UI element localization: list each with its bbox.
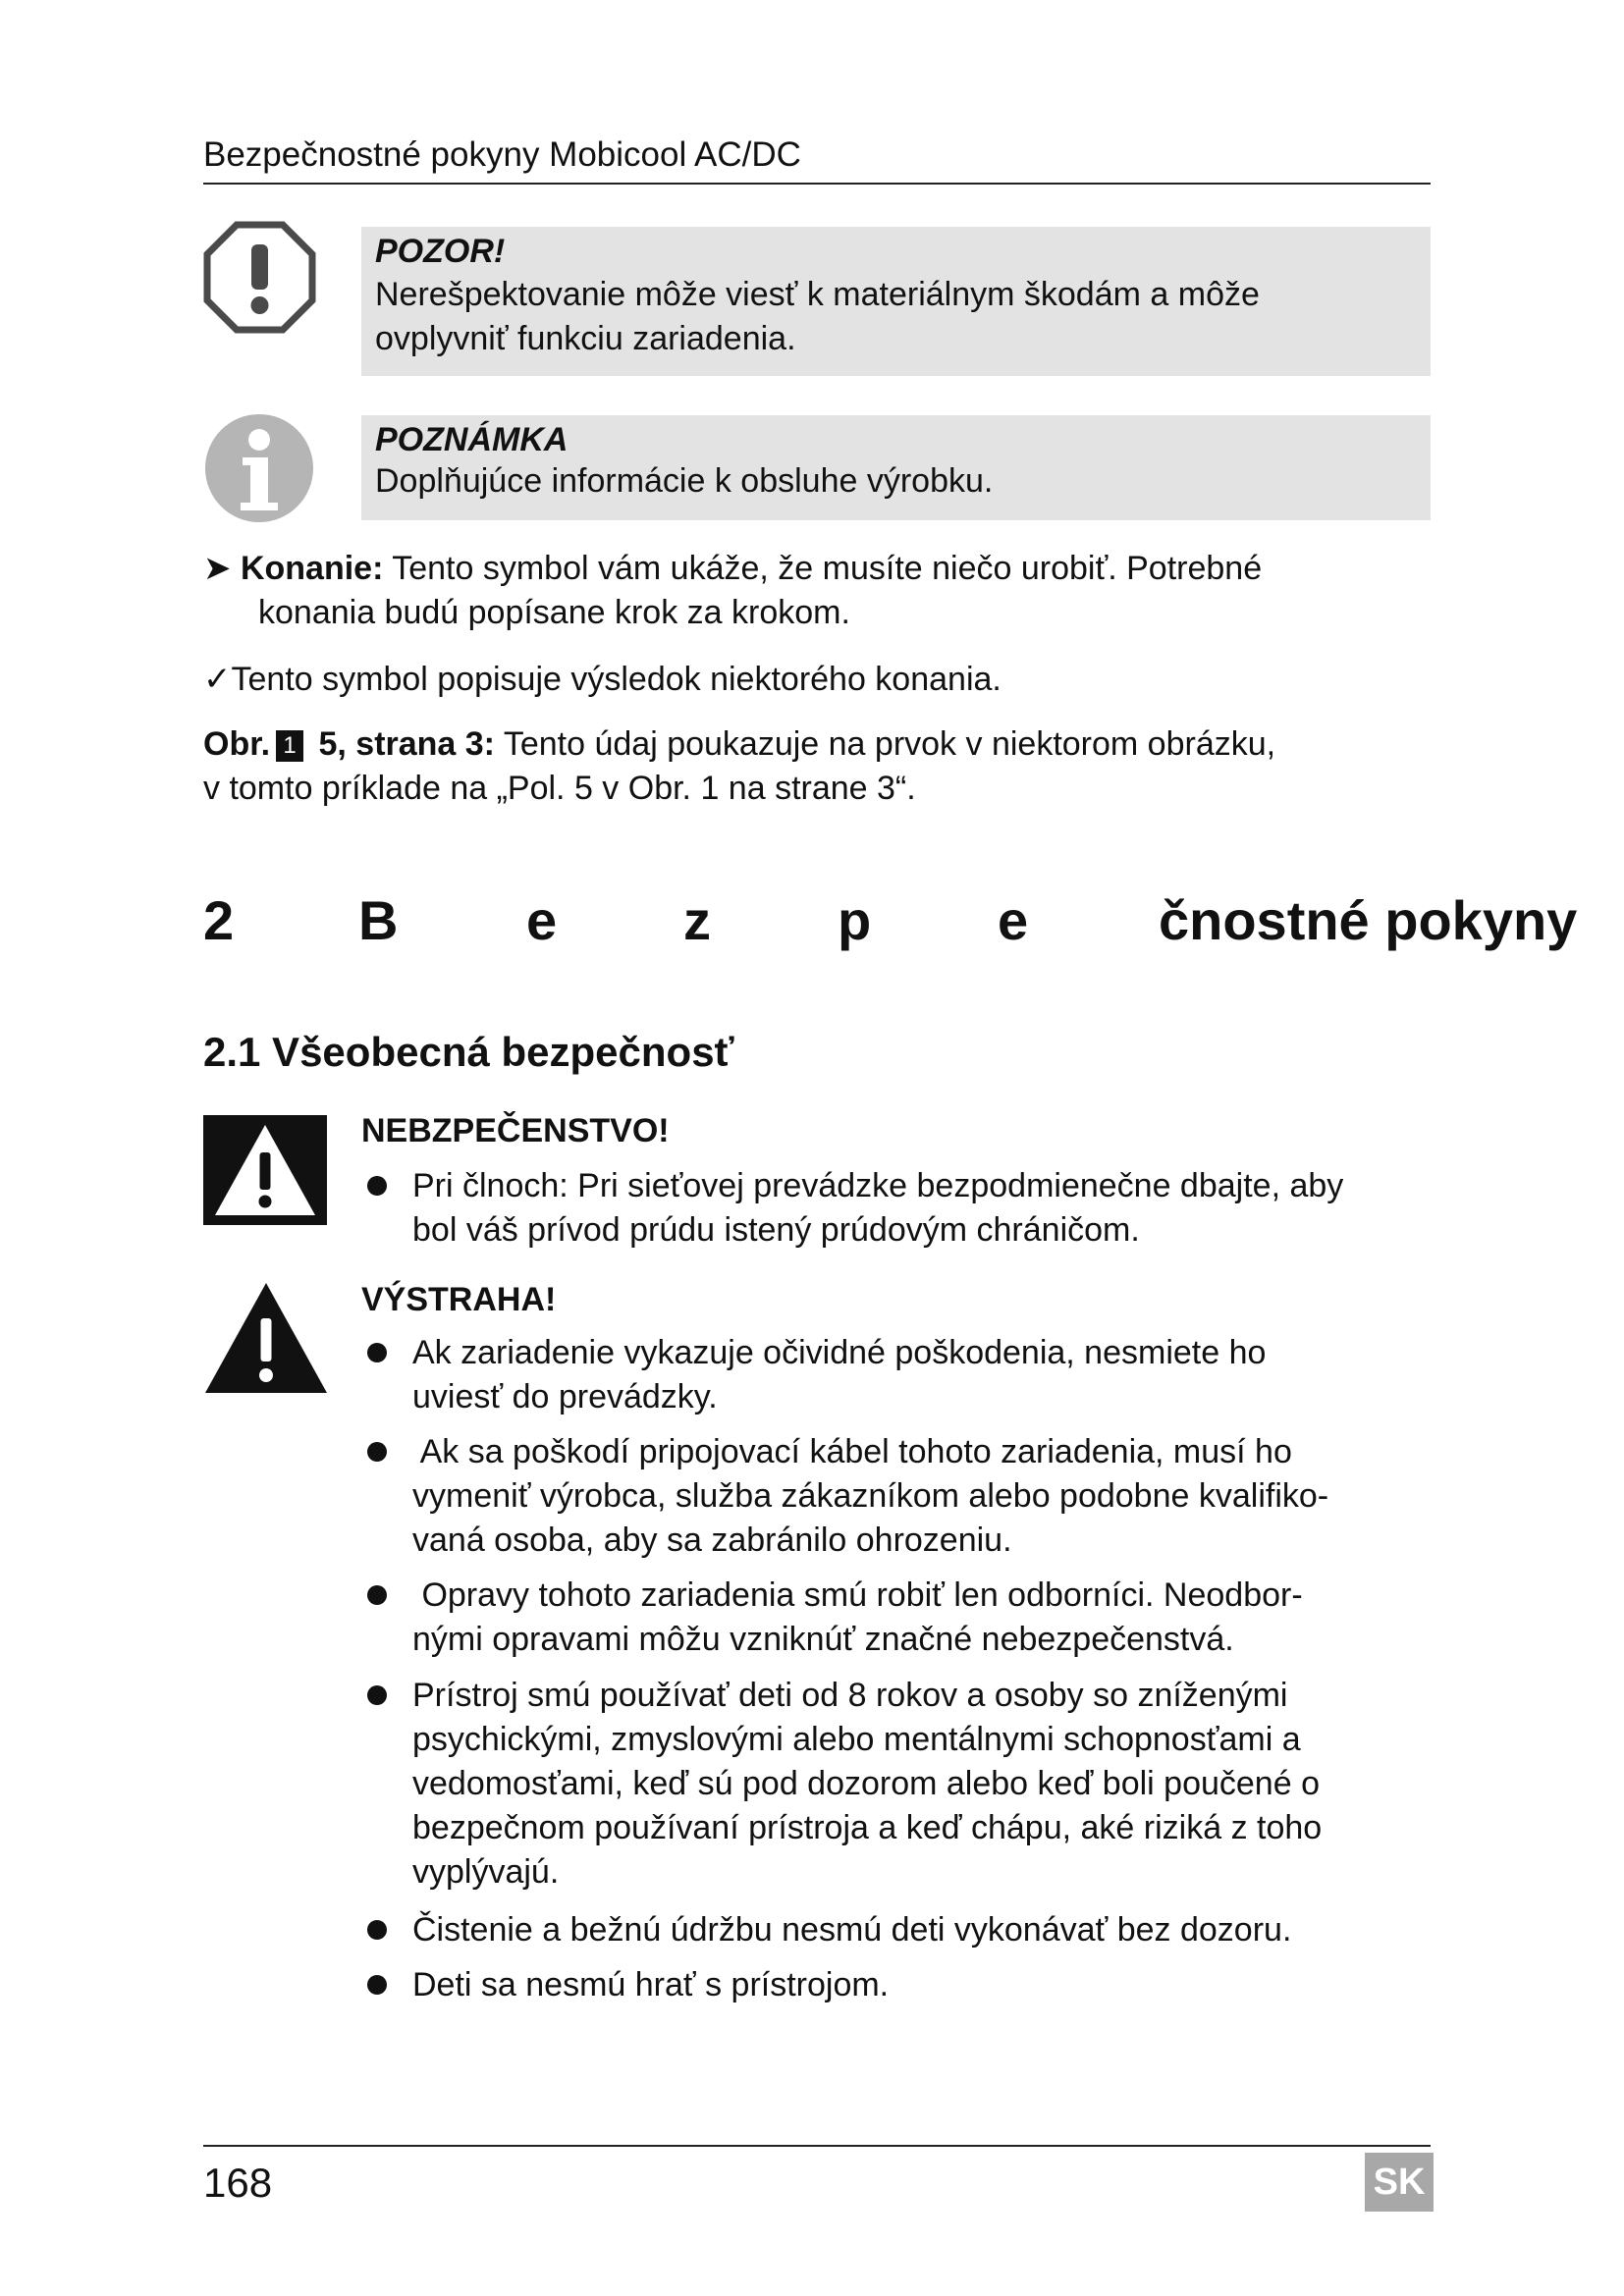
warning-item-4-line-1: Prístroj smú používať deti od 8 rokov a osoby so zníženými bbox=[412, 1677, 1288, 1714]
warning-item-5-line-1: Čistenie a bežnú údržbu nesmú deti vykonávať bez dozoru. bbox=[412, 1911, 1292, 1949]
danger-item-1-line-1: Pri člnoch: Pri sieťovej prevádzke bezpodmienečne dbajte, aby bbox=[412, 1167, 1344, 1204]
caution-note-box bbox=[361, 227, 1431, 376]
warning-list-item bbox=[361, 1963, 1432, 2007]
caution-octagon-icon bbox=[203, 221, 316, 334]
warning-item-2-line-2: vymeniť výrobca, služba zákazníkom alebo podobne kvalifiko- bbox=[412, 1477, 1329, 1515]
bullet-dot bbox=[367, 1585, 387, 1605]
action-paragraph bbox=[203, 547, 1440, 635]
bullet-dot bbox=[367, 1176, 387, 1196]
section-title-letter-4: p bbox=[838, 889, 872, 951]
footer-divider bbox=[203, 2145, 1431, 2147]
bullet-dot bbox=[367, 1442, 387, 1462]
info-icon bbox=[203, 412, 315, 524]
check-mark-icon: ✓ bbox=[203, 661, 232, 698]
figure-reference-paragraph bbox=[203, 722, 1440, 811]
figure-number-box: 1 bbox=[276, 730, 303, 762]
warning-item-2-line-1: Ak sa poškodí pripojovací kábel tohoto zariadenia, musí ho bbox=[412, 1433, 1292, 1470]
obr-label: Obr. bbox=[203, 725, 271, 763]
section-title-letter-2: e bbox=[526, 889, 558, 951]
obr-reference: 5, strana 3: bbox=[309, 725, 496, 763]
info-title: POZNÁMKA bbox=[375, 421, 568, 458]
caution-text-line-1: Nerešpektovanie môže viesť k materiálnym škodám a môže bbox=[375, 276, 1260, 313]
warning-list-item bbox=[361, 1430, 1432, 1563]
header-title: Bezpečnostné pokyny Mobicool AC/DC bbox=[203, 135, 801, 174]
warning-item-3-line-1: Opravy tohoto zariadenia smú robiť len odborníci. Neodbor- bbox=[412, 1576, 1303, 1614]
bullet-dot bbox=[367, 1920, 387, 1940]
warning-item-4-line-2: psychickými, zmyslovými alebo mentálnymi schopnosťami a bbox=[412, 1721, 1301, 1758]
action-arrow-icon: ➤ bbox=[203, 550, 232, 587]
warning-list-item bbox=[361, 1574, 1432, 1662]
section-title-rest: čnostné pokyny bbox=[1159, 889, 1578, 951]
section-number: 2 bbox=[203, 889, 235, 951]
warning-list-item bbox=[361, 1674, 1432, 1895]
warning-title: VÝSTRAHA! bbox=[361, 1281, 557, 1318]
caution-title: POZOR! bbox=[375, 233, 506, 270]
action-text-line-1: Tento symbol vám ukáže, že musíte niečo urobiť. Potrebné bbox=[383, 550, 1263, 587]
warning-item-4-line-3: vedomosťami, keď sú pod dozorom alebo keď boli poučené o bbox=[412, 1765, 1320, 1802]
danger-item-1-line-2: bol váš prívod prúdu istený prúdovým chráničom. bbox=[412, 1211, 1140, 1249]
info-note-box bbox=[361, 415, 1431, 520]
warning-item-6-line-1: Deti sa nesmú hrať s prístrojom. bbox=[412, 1966, 890, 2003]
header-divider bbox=[203, 183, 1431, 185]
warning-triangle-icon bbox=[203, 1281, 329, 1395]
warning-list-item bbox=[361, 1908, 1432, 1952]
result-text: Tento symbol popisuje výsledok niektorého konania. bbox=[231, 661, 1001, 698]
obr-text-line-1: Tento údaj poukazuje na prvok v niektorom obrázku, bbox=[495, 725, 1276, 763]
bullet-dot bbox=[367, 1975, 387, 1995]
warning-item-2-line-3: vaná osoba, aby sa zabránilo ohrozeniu. bbox=[412, 1522, 1012, 1559]
section-title-letter-1: B bbox=[358, 889, 399, 951]
caution-text-line-2: ovplyvniť funkciu zariadenia. bbox=[375, 320, 796, 357]
danger-title: NEBZPEČENSTVO! bbox=[361, 1112, 670, 1149]
section-title-letter-3: z bbox=[683, 889, 711, 951]
action-label: Konanie: bbox=[240, 550, 384, 587]
action-text-line-2: konania budú popísane krok za krokom. bbox=[258, 594, 850, 631]
warning-list-item bbox=[361, 1331, 1432, 1419]
obr-text-line-2: v tomto príklade na „Pol. 5 v Obr. 1 na strane 3“. bbox=[203, 770, 916, 807]
warning-item-1-line-1: Ak zariadenie vykazuje očividné poškodenia, nesmiete ho bbox=[412, 1334, 1267, 1371]
page-number: 168 bbox=[203, 2160, 273, 2206]
warning-item-4-line-4: bezpečnom používaní prístroja a keď chápu, aké riziká z toho bbox=[412, 1809, 1323, 1846]
language-badge: SK bbox=[1365, 2153, 1434, 2212]
bullet-dot bbox=[367, 1343, 387, 1362]
warning-item-4-line-5: vyplývajú. bbox=[412, 1853, 560, 1891]
result-paragraph bbox=[203, 658, 1440, 702]
info-text: Doplňujúce informácie k obsluhe výrobku. bbox=[375, 462, 994, 500]
bullet-dot bbox=[367, 1685, 387, 1705]
danger-list-item bbox=[361, 1164, 1432, 1253]
subsection-title: 2.1 Všeobecná bezpečnosť bbox=[203, 1029, 734, 1075]
warning-item-3-line-2: nými opravami môžu vzniknúť značné nebezpečenstvá. bbox=[412, 1621, 1234, 1658]
danger-warning-icon bbox=[203, 1115, 327, 1225]
section-title-letter-5: e bbox=[998, 889, 1029, 951]
warning-item-1-line-2: uviesť do prevádzky. bbox=[412, 1378, 718, 1415]
